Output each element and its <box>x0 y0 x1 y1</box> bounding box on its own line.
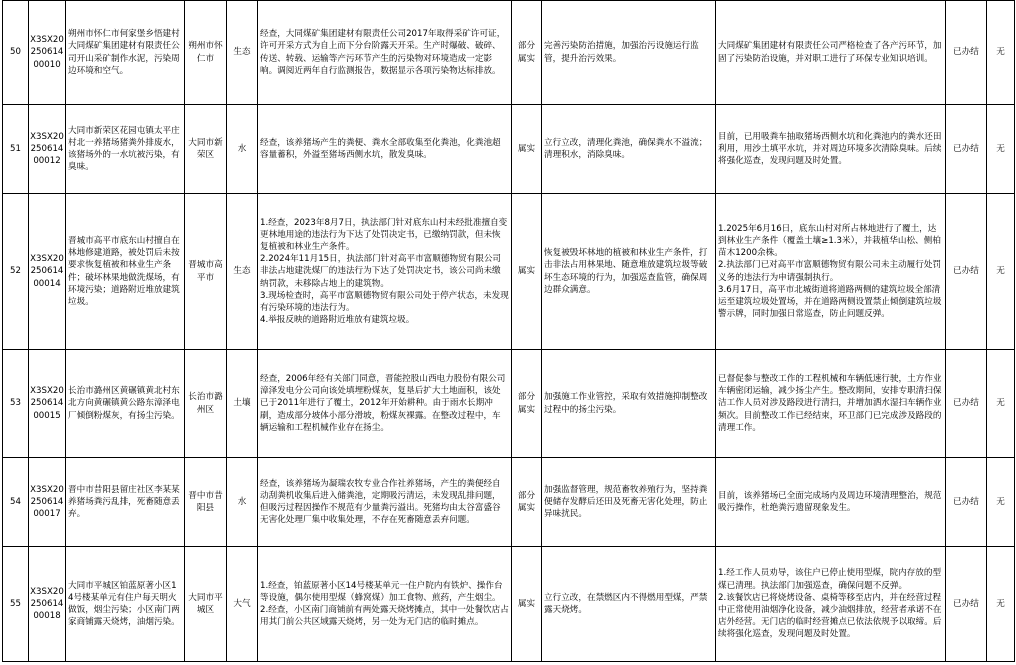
table-row <box>3 105 1015 194</box>
handling-status: 已办结 <box>946 547 987 662</box>
complaint-content: 大同市新荣区花园屯镇太平庄村北一养猪场猪粪外排废水，该猪场外的一水坑被污染，有臭味。 <box>66 105 185 194</box>
verdict: 属实 <box>512 194 542 350</box>
rectification-measures: 完善污染防治措施，加强治污设施运行监管，提升治污效果。 <box>542 1 716 105</box>
handling-status: 已办结 <box>946 194 987 350</box>
table-row <box>3 458 1015 547</box>
verdict: 属实 <box>512 547 542 662</box>
complaint-code: X3SX2025061400014 <box>29 194 66 350</box>
investigation-result: 1.经查，2023年8月7日，执法部门针对底东山村未经批准擅自变更林地用途的违法行为下达了处罚决定书，已缴纳罚款，但未恢复植被和林业生产条件。 2.2024年11月15日，执法部门针对高平市富顺德物贸有限公司非法占地建洗煤厂的违法行为下达了处罚决定书，该公司尚未缴纳罚款，未移除占地上的建筑物。 3.现场检查时，高平市富顺德物贸有限公司处于停产状态，未发现有污染环境的违法行为。 4.举报反映的道路附近堆放有建筑垃圾。 <box>258 194 512 350</box>
administrative-district: 晋城市高平市 <box>185 194 227 350</box>
investigation-result: 经查，2006年经有关部门同意，晋能控股山西电力股份有限公司漳泽发电分公司向该处填埋粉煤灰，复垦后扩大土地面积，该处已于2011年进行了覆土，2012年开始耕种。由于雨水长期冲刷，造成部分坡体小部分滑坡，粉煤灰裸露。在整改过程中，车辆运输和工程机械作业存在扬尘。 <box>258 350 512 458</box>
accountability: 无 <box>987 458 1015 547</box>
administrative-district: 大同市平城区 <box>185 547 227 662</box>
investigation-result: 经查，该养猪场为凝瑞农牧专业合作社养猪场，产生的粪便经自动刮粪机收集后进入储粪池，定期吸污清运，未发现乱排问题，但吸污过程因操作不规范有少量粪污溢出。死猪均由太谷富盛谷无害化处理厂集中收集处理，不存在死畜随意丢弃问题。 <box>258 458 512 547</box>
investigation-result: 1.经查，铂蓝原著小区14号楼某单元一住户院内有铁炉、操作台等设施，偶尔使用型煤（蜂窝煤）加工食物、煎药，产生烟尘。 2.经查，小区南门商铺前有两处露天烧烤摊点，其中一处餐饮店占用其门前公共区域露天烧烤，另一处为无门店的临时摊点。 <box>258 547 512 662</box>
pollution-type: 生态 <box>227 194 258 350</box>
administrative-district: 朔州市怀仁市 <box>185 1 227 105</box>
rectification-measures: 加强施工作业管控，采取有效措施抑制整改过程中的扬尘污染。 <box>542 350 716 458</box>
accountability: 无 <box>987 547 1015 662</box>
row-number: 50 <box>3 1 29 105</box>
complaint-code: X3SX2025061400015 <box>29 350 66 458</box>
complaint-content: 长治市潞州区黄碾镇黄北村东北方向黄碾镇黄公路东漳泽电厂倾倒粉煤灰，有扬尘污染。 <box>66 350 185 458</box>
pollution-type: 生态 <box>227 1 258 105</box>
administrative-district: 大同市新荣区 <box>185 105 227 194</box>
complaint-code: X3SX2025061400012 <box>29 105 66 194</box>
pollution-type: 水 <box>227 105 258 194</box>
rectification-progress: 大同煤矿集团建材有限责任公司严格检查了各产污环节，加固了污染防治设施，并对职工进行了环保专业知识培训。 <box>716 1 946 105</box>
verdict: 部分属实 <box>512 458 542 547</box>
pollution-type: 水 <box>227 458 258 547</box>
complaint-content: 晋中市昔阳县留庄社区李某某养猪场粪污乱排，死畜随意丢弃。 <box>66 458 185 547</box>
complaint-content: 朔州市怀仁市何家堡乡悟建村大同煤矿集团建材有限责任公司开山采矿制作水泥，污染周边环境和空气。 <box>66 1 185 105</box>
row-number: 54 <box>3 458 29 547</box>
investigation-result: 经查，大同煤矿集团建材有限责任公司2017年取得采矿许可证，许可开采方式为自上而下分台阶露天开采。生产时爆破、破碎、传送、转载、运输等产污环节产生的污染物对环境造成一定影响。调阅近两年自行监测报告，数据显示各项污染物达标排放。 <box>258 1 512 105</box>
table-row <box>3 350 1015 458</box>
accountability: 无 <box>987 194 1015 350</box>
handling-status: 已办结 <box>946 1 987 105</box>
row-number: 51 <box>3 105 29 194</box>
accountability: 无 <box>987 1 1015 105</box>
rectification-progress: 目前，该养猪场已全面完成场内及周边环境清理整治，规范吸污操作，杜绝粪污遗留现象发生。 <box>716 458 946 547</box>
pollution-type: 大气 <box>227 547 258 662</box>
accountability: 无 <box>987 350 1015 458</box>
rectification-progress: 目前，已用吸粪车抽取猪场西侧水坑和化粪池内的粪水还田利用，用沙土填平水坑，并对周边环境多次清除臭味。后续将强化巡查，发现问题及时处置。 <box>716 105 946 194</box>
verdict: 部分属实 <box>512 350 542 458</box>
rectification-measures: 恢复被毁坏林地的植被和林业生产条件，打击非法占用林果地、随意堆放建筑垃圾等破坏生态环境的行为，加强巡查监管，确保周边群众满意。 <box>542 194 716 350</box>
rectification-measures: 加强监督管理，规范畜牧养殖行为，坚持粪便储存发酵后还田及死畜无害化处理，防止异味扰民。 <box>542 458 716 547</box>
handling-status: 已办结 <box>946 458 987 547</box>
row-number: 55 <box>3 547 29 662</box>
complaint-table-page <box>2 0 1015 662</box>
table-row <box>3 194 1015 350</box>
rectification-progress: 已督促参与整改工作的工程机械和车辆低速行驶，土方作业车辆密闭运输，减少扬尘产生。整改期间，安排专职清扫保洁工作人员对涉及路段进行清扫，并增加洒水湿扫车辆作业频次。目前整改工作已经结束，环卫部门已完成涉及路段的清理工作。 <box>716 350 946 458</box>
investigation-result: 经查，该养猪场产生的粪便、粪水全部收集至化粪池，化粪池超容量蓄积，外溢至猪场西侧水坑，散发臭味。 <box>258 105 512 194</box>
administrative-district: 晋中市昔阳县 <box>185 458 227 547</box>
rectification-measures: 立行立改，清理化粪池，确保粪水不溢流；清理积水，消除臭味。 <box>542 105 716 194</box>
complaint-content: 大同市平城区铂蓝原著小区14号楼某单元有住户每天明火做饭，烟尘污染；小区南门两家商铺露天烧烤，油烟污染。 <box>66 547 185 662</box>
complaint-table <box>2 0 1015 662</box>
pollution-type: 土壤 <box>227 350 258 458</box>
handling-status: 已办结 <box>946 350 987 458</box>
administrative-district: 长治市潞州区 <box>185 350 227 458</box>
accountability: 无 <box>987 105 1015 194</box>
handling-status: 已办结 <box>946 105 987 194</box>
complaint-code: X3SX2025061400010 <box>29 1 66 105</box>
rectification-progress: 1.2025年6月16日，底东山村对所占林地进行了覆土，达到林业生产条件（覆盖土壤≥1.3米），并栽植华山松、侧柏苗木1200余株。 2.执法部门已对高平市富顺德物贸有限公司未主动履行处罚义务的违法行为申请强制执行。 3.6月17日，高平市北城街道将道路两侧的建筑垃圾全部清运至建筑垃圾处置场，并在道路两侧设置禁止倾倒建筑垃圾警示牌，同时加强日常巡查，防止问题反弹。 <box>716 194 946 350</box>
row-number: 53 <box>3 350 29 458</box>
rectification-progress: 1.经工作人员劝导，该住户已停止使用型煤，院内存放的型煤已清理。执法部门加强巡查，确保问题不反弹。 2.该餐饮店已将烧烤设备、桌椅等移至店内，并在经营过程中正常使用油烟净化设备，减少油烟排放，经营者承诺不在店外经营。无门店的临时经营摊点已依法依规予以取缔。后续将强化巡查，发现问题及时处置。 <box>716 547 946 662</box>
row-number: 52 <box>3 194 29 350</box>
table-row <box>3 1 1015 105</box>
complaint-code: X3SX2025061400017 <box>29 458 66 547</box>
verdict: 部分属实 <box>512 1 542 105</box>
table-row <box>3 547 1015 662</box>
verdict: 属实 <box>512 105 542 194</box>
complaint-code: X3SX2025061400018 <box>29 547 66 662</box>
rectification-measures: 立行立改，在禁燃区内不得燃用型煤，严禁露天烧烤。 <box>542 547 716 662</box>
complaint-content: 晋城市高平市底东山村擅自在林地修建道路，被处罚后未按要求恢复植被和林业生产条件；破坏林果地做洗煤场，有环境污染；道路附近堆放建筑垃圾。 <box>66 194 185 350</box>
